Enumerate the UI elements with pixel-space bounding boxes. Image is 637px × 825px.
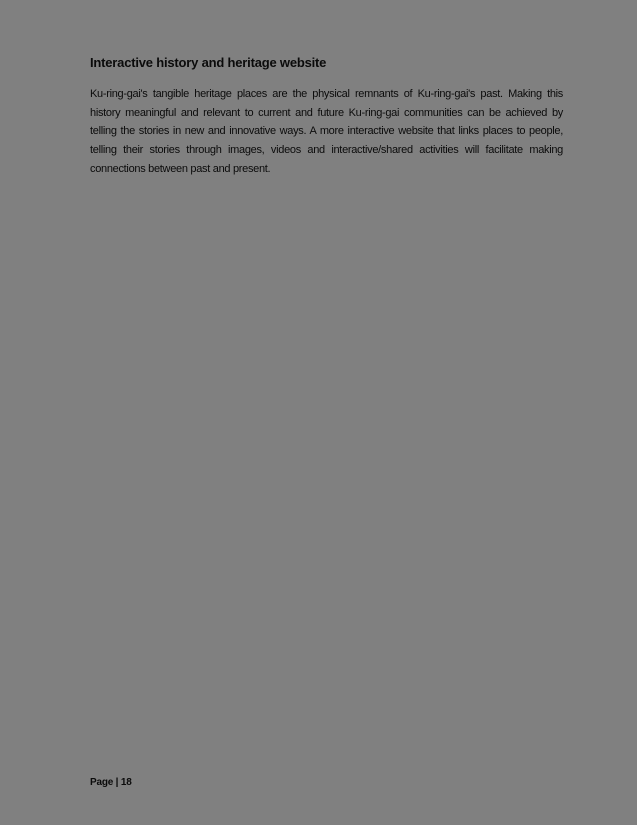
section-heading: Interactive history and heritage website <box>90 54 327 70</box>
page-number: Page | 18 <box>90 777 132 788</box>
section-paragraph: Ku-ring-gai's tangible heritage places are the physical remnants of Ku-ring-gai's past. Making this history meaningful and relevant to current and future Ku-ring-gai communities can be achieved by telling the stories in new and innovative ways. A more interactive website that links places to people, telling their stories through images, videos and interactive/shared activities will facilitate making connections between past and present. <box>90 88 563 175</box>
